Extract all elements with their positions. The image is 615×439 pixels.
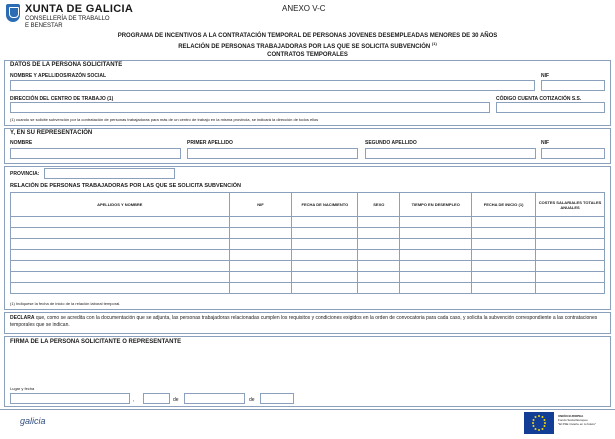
nif-field[interactable]	[541, 80, 605, 91]
col-fecha-inicio: FECHA DE INICIO (1)	[472, 193, 536, 217]
table-cell[interactable]	[358, 283, 400, 294]
mes-field[interactable]	[184, 393, 245, 404]
title-line-1: PROGRAMA DE INCENTIVOS A LA CONTRATACIÓN TEMPORAL DE PERSONAS JOVENES DESEMPLEADAS MENORES DE 30 AÑOS	[117, 33, 498, 39]
table-cell[interactable]	[11, 250, 230, 261]
table-cell[interactable]	[11, 272, 230, 283]
table-cell[interactable]	[472, 261, 536, 272]
col-apellidos-nombre: APELLIDOS Y NOMBRE	[11, 193, 230, 217]
table-cell[interactable]	[536, 272, 605, 283]
xunta-shield-icon	[6, 4, 20, 22]
footer-divider	[0, 409, 615, 410]
table-cell[interactable]	[536, 228, 605, 239]
title-line-2-text: RELACIÓN DE PERSONAS TRABAJADORAS POR LAS QUE SE SOLICITA SUBVENCIÓN	[178, 44, 431, 50]
table-cell[interactable]	[536, 261, 605, 272]
table-cell[interactable]	[536, 239, 605, 250]
provincia-field[interactable]	[44, 168, 175, 179]
table-row	[11, 217, 605, 228]
table-cell[interactable]	[229, 261, 292, 272]
table-cell[interactable]	[536, 217, 605, 228]
table-cell[interactable]	[472, 239, 536, 250]
col-sexo: SEXO	[358, 193, 400, 217]
col-costes-salariales: COSTES SALARIALES TOTALES ANUALES	[536, 193, 605, 217]
fecha-inicio-note: (1) Indíquese la fecha de inicio de la relación laboral temporal.	[10, 301, 121, 306]
table-cell[interactable]	[400, 228, 472, 239]
table-cell[interactable]	[292, 228, 358, 239]
table-cell[interactable]	[400, 239, 472, 250]
solicitante-title: DATOS DE LA PERSONA SOLICITANTE	[10, 62, 123, 68]
eu-flag-icon	[524, 412, 554, 434]
col-tiempo-desempleo: TIEMPO EN DESEMPLEO	[400, 193, 472, 217]
table-cell[interactable]	[229, 272, 292, 283]
table-cell[interactable]	[472, 283, 536, 294]
direccion-field[interactable]	[10, 102, 490, 113]
eu-line-2: Fondo Social Europeo	[558, 418, 588, 422]
table-cell[interactable]	[292, 250, 358, 261]
nombre-razon-field[interactable]	[10, 80, 535, 91]
table-cell[interactable]	[400, 272, 472, 283]
de-label-2: de	[249, 397, 255, 403]
table-cell[interactable]	[229, 228, 292, 239]
codigo-cotizacion-label: CÓDIGO CUENTA COTIZACIÓN S.S.	[496, 96, 582, 102]
org-dept-line-2: E BENESTAR	[25, 23, 63, 29]
table-cell[interactable]	[536, 283, 605, 294]
table-cell[interactable]	[292, 283, 358, 294]
lugar-field[interactable]	[10, 393, 130, 404]
table-cell[interactable]	[11, 217, 230, 228]
table-cell[interactable]	[358, 239, 400, 250]
table-cell[interactable]	[358, 217, 400, 228]
eu-text	[558, 414, 610, 426]
org-name: XUNTA DE GALICIA	[25, 3, 134, 15]
table-cell[interactable]	[292, 239, 358, 250]
representacion-title: Y, EN SU REPRESENTACIÓN	[10, 130, 93, 136]
table-cell[interactable]	[400, 261, 472, 272]
table-cell[interactable]	[292, 261, 358, 272]
table-cell[interactable]	[229, 239, 292, 250]
org-dept-line-1: CONSELLERÍA DE TRABALLO	[25, 16, 110, 22]
table-cell[interactable]	[472, 217, 536, 228]
document-titles	[0, 32, 615, 59]
firma-title: FIRMA DE LA PERSONA SOLICITANTE O REPRESENTANTE	[10, 339, 182, 345]
declara-body: que, como se acredita con la documentación que se adjunta, las personas trabajadoras relacionadas cumplen los requisitos y condiciones exigidos en la orden de convocatoria para cada caso, y solicita la subvención correspondiente a las contrataciones temporales que se indican.	[10, 315, 598, 328]
eu-stars-icon	[524, 412, 554, 434]
table-row	[11, 272, 605, 283]
lugar-comma: ,	[133, 397, 135, 403]
col-nif: NIF	[229, 193, 292, 217]
direccion-label: DIRECCIÓN DEL CENTRO DE TRABAJO (1)	[10, 96, 114, 102]
table-cell[interactable]	[229, 283, 292, 294]
de-label-1: de	[173, 397, 179, 403]
table-header-row	[11, 193, 605, 217]
table-cell[interactable]	[358, 272, 400, 283]
declara-keyword: DECLARA	[10, 315, 35, 321]
table-row	[11, 283, 605, 294]
table-cell[interactable]	[358, 228, 400, 239]
table-cell[interactable]	[292, 217, 358, 228]
table-cell[interactable]	[536, 250, 605, 261]
nombre-razon-label: NOMBRE Y APELLIDOS/RAZÓN SOCIAL	[10, 73, 107, 79]
provincia-label: PROVINCIA:	[10, 171, 40, 177]
rep-nif-field[interactable]	[541, 148, 605, 159]
col-fecha-nacimiento: FECHA DE NACIMIENTO	[292, 193, 358, 217]
ano-field[interactable]	[260, 393, 294, 404]
table-body	[11, 217, 605, 294]
dia-field[interactable]	[143, 393, 170, 404]
table-row	[11, 261, 605, 272]
table-row	[11, 239, 605, 250]
table-cell[interactable]	[400, 283, 472, 294]
declara-text	[10, 315, 607, 329]
table-cell[interactable]	[11, 239, 230, 250]
table-cell[interactable]	[472, 272, 536, 283]
rep-primer-apellido-label: PRIMER APELLIDO	[187, 140, 233, 146]
rep-primer-apellido-field[interactable]	[187, 148, 358, 159]
title-line-2-note: (1)	[431, 41, 437, 46]
anexo-label: ANEXO V-C	[282, 4, 326, 13]
lugar-fecha-label: Lugar y fecha	[10, 386, 35, 391]
trabajadores-table	[10, 192, 605, 294]
title-line-2	[0, 40, 615, 51]
eu-line-3: "El FSE invierte en tu futuro"	[558, 422, 596, 426]
table-cell[interactable]	[358, 261, 400, 272]
table-cell[interactable]	[400, 217, 472, 228]
title-line-3: CONTRATOS TEMPORALES	[267, 52, 348, 58]
relacion-title: RELACIÓN DE PERSONAS TRABAJADORAS POR LAS QUE SE SOLICITA SUBVENCIÓN	[10, 183, 242, 189]
table-cell[interactable]	[229, 250, 292, 261]
rep-segundo-apellido-field[interactable]	[365, 148, 536, 159]
table-cell[interactable]	[11, 261, 230, 272]
table-cell[interactable]	[11, 228, 230, 239]
rep-nif-label: NIF	[541, 140, 550, 146]
codigo-cotizacion-field[interactable]	[496, 102, 605, 113]
rep-nombre-label: NOMBRE	[10, 140, 33, 146]
table-row	[11, 228, 605, 239]
rep-nombre-field[interactable]	[10, 148, 181, 159]
table-cell[interactable]	[229, 217, 292, 228]
table-cell[interactable]	[358, 250, 400, 261]
table-row	[11, 250, 605, 261]
table-cell[interactable]	[472, 228, 536, 239]
table-cell[interactable]	[11, 283, 230, 294]
table-cell[interactable]	[472, 250, 536, 261]
org-dept	[25, 16, 145, 30]
eu-line-1: UNIÓN EUROPEA	[558, 414, 584, 418]
galicia-logo: galicia	[20, 416, 46, 426]
rep-segundo-apellido-label: SEGUNDO APELLIDO	[365, 140, 417, 146]
table-cell[interactable]	[292, 272, 358, 283]
direccion-note: (1) cuando se solicite subvención por la contratación de personas trabajadoras para más de un centro de trabajo en la misma provincia, se indicará la dirección de todos ellos	[10, 117, 319, 122]
table-cell[interactable]	[400, 250, 472, 261]
nif-label: NIF	[541, 73, 550, 79]
